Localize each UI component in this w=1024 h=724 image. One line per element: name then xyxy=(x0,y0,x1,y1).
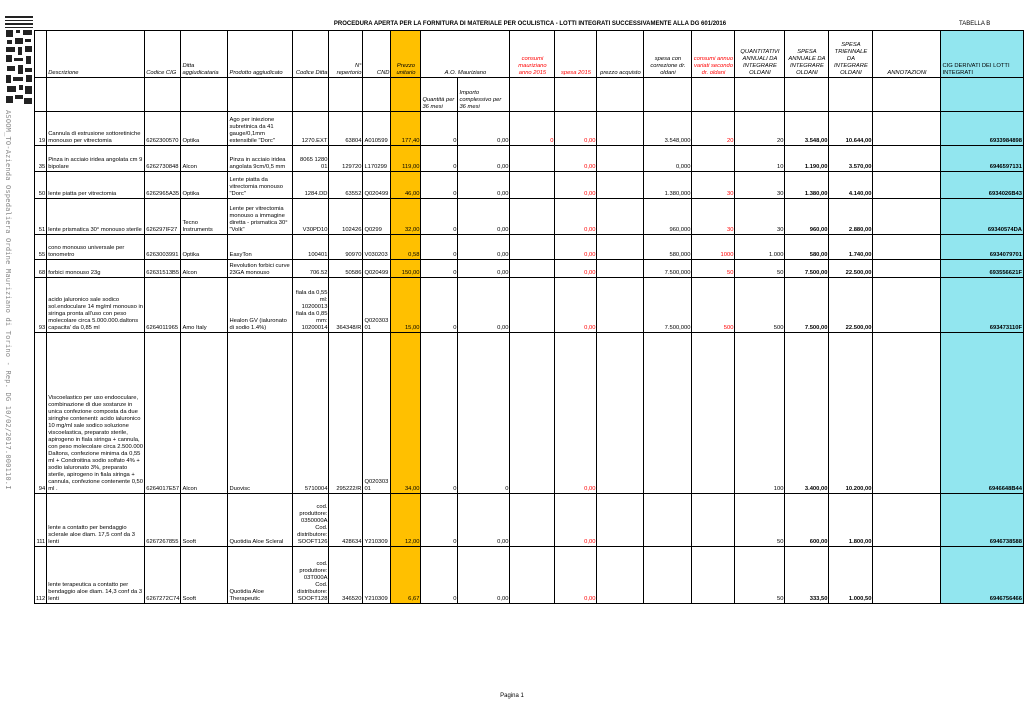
importo-cell: 0,00 xyxy=(458,278,510,333)
annotazioni-cell xyxy=(873,199,941,235)
ditta-cell: Tecno Instruments xyxy=(181,199,228,235)
quantita-cell: 0 xyxy=(421,260,458,278)
importo-cell: 0,00 xyxy=(458,172,510,199)
annotazioni-cell xyxy=(873,333,941,494)
ditta-cell: Alcon xyxy=(181,146,228,172)
prezzo-acquisto-cell xyxy=(597,172,644,199)
subheader-row xyxy=(35,78,1024,112)
annotazioni-cell xyxy=(873,172,941,199)
row-number: 35 xyxy=(35,146,47,172)
prezzo-acquisto-cell xyxy=(597,235,644,260)
codice-ditta-cell: 1284.DD xyxy=(293,172,329,199)
spesa-correzione-cell xyxy=(644,494,692,547)
spesa-annuale-cell: 1.380,00 xyxy=(785,172,829,199)
consumi-variati-cell xyxy=(692,547,735,604)
consumi-variati-cell: 50 xyxy=(692,260,735,278)
descrizione-cell: cono monouso universale per tonometro xyxy=(47,235,145,260)
consumi-cell xyxy=(510,235,555,260)
table-row xyxy=(35,333,1024,494)
cig-derivati-cell: 693473110F xyxy=(941,278,1024,333)
table-row xyxy=(35,494,1024,547)
cnd-cell: Q020303 01 xyxy=(363,278,391,333)
row-number: 111 xyxy=(35,494,47,547)
spesa-correzione-cell: 0,000 xyxy=(644,146,692,172)
importo-cell: 0,00 xyxy=(458,547,510,604)
spesa-annuale-cell: 7.500,00 xyxy=(785,260,829,278)
repertorio-cell: 129720 xyxy=(329,146,363,172)
table-row xyxy=(35,547,1024,604)
header-quantitativi: QUANTITATIVI ANNUALI DA INTEGRARE OLDANI xyxy=(735,31,785,78)
ditta-cell: Optika xyxy=(181,235,228,260)
header-prodotto: Prodotto aggiudicato xyxy=(228,31,293,78)
annotazioni-cell xyxy=(873,146,941,172)
spesa-correzione-cell: 580,000 xyxy=(644,235,692,260)
codice-cig-cell: 6262730848 xyxy=(145,146,181,172)
header-cig-derivati: CIG DERIVATI DEI LOTTI INTEGRATI xyxy=(941,31,1024,78)
prodotto-cell: EasyTon xyxy=(228,235,293,260)
importo-cell: 0,00 xyxy=(458,260,510,278)
quantitativi-cell: 30 xyxy=(735,199,785,235)
prezzo-cell: 46,00 xyxy=(391,172,421,199)
spesa-annuale-cell: 3.548,00 xyxy=(785,112,829,146)
spesa2015-cell: 0,00 xyxy=(555,278,597,333)
cig-derivati-cell: 6934079701 xyxy=(941,235,1024,260)
prezzo-acquisto-cell xyxy=(597,260,644,278)
prezzo-cell: 12,00 xyxy=(391,494,421,547)
quantitativi-cell: 30 xyxy=(735,172,785,199)
importo-cell: 0,00 xyxy=(458,494,510,547)
codice-cig-cell: 6267272C74 xyxy=(145,547,181,604)
annotazioni-cell xyxy=(873,494,941,547)
spesa2015-cell: 0,00 xyxy=(555,172,597,199)
codice-ditta-cell: 100401 xyxy=(293,235,329,260)
table-row xyxy=(35,278,1024,333)
repertorio-cell: 295222/R xyxy=(329,333,363,494)
quantitativi-cell: 50 xyxy=(735,260,785,278)
prezzo-acquisto-cell xyxy=(597,278,644,333)
consumi-variati-cell xyxy=(692,494,735,547)
importo-cell: 0,00 xyxy=(458,199,510,235)
cnd-cell: Q0299 xyxy=(363,199,391,235)
codice-ditta-cell: 1270.EXT xyxy=(293,112,329,146)
prodotto-cell: Revolution forbici curve 23GA monouso xyxy=(228,260,293,278)
prezzo-cell: 150,00 xyxy=(391,260,421,278)
codice-cig-cell: 6264011965 xyxy=(145,278,181,333)
quantita-cell: 0 xyxy=(421,333,458,494)
consumi-variati-cell: 1000 xyxy=(692,235,735,260)
header-codice-cig: Codice CIG xyxy=(145,31,181,78)
spesa2015-cell: 0,00 xyxy=(555,260,597,278)
cnd-cell: Y210309 xyxy=(363,494,391,547)
cnd-cell: Y210309 xyxy=(363,547,391,604)
header-ao: A.O. Mauriziano xyxy=(421,31,510,78)
row-number: 51 xyxy=(35,199,47,235)
quantita-cell: 0 xyxy=(421,146,458,172)
descrizione-cell: Cannula di estrusione sottoretiniche monouso per vitrectomia xyxy=(47,112,145,146)
prezzo-cell: 0,58 xyxy=(391,235,421,260)
codice-ditta-cell: cod. produttore: 03T000A Cod. distributore: SOOFT128 xyxy=(293,547,329,604)
header-repertorio: N° repertorio xyxy=(329,31,363,78)
descrizione-cell: Viscoelastico per uso endooculare, combinazione di due sostanze in unica confezione composta da due siringhe contenenti: acido ialuronico 10 mg/ml sale sodico soluzione viscoelastica, preparato sterile, apirogeno in fiala siringa + cannula, con peso molecolare circa 2.500.000 Daltons, confezione minima da 0,55 ml + Condroitina sodio solfato 4% + sodio ialuronato 3%, preparato sterile, apirogeno in fiala siringa + cannula, confezione contenente 0,50 ml . xyxy=(47,333,145,494)
spesa-annuale-cell: 600,00 xyxy=(785,494,829,547)
spesa-correzione-cell: 960,000 xyxy=(644,199,692,235)
quantita-cell: 0 xyxy=(421,235,458,260)
cig-derivati-cell: 6946738588 xyxy=(941,494,1024,547)
table-row xyxy=(35,172,1024,199)
repertorio-cell: 346520 xyxy=(329,547,363,604)
cig-derivati-cell: 6933984898 xyxy=(941,112,1024,146)
consumi-variati-cell: 500 xyxy=(692,278,735,333)
quantitativi-cell: 20 xyxy=(735,112,785,146)
consumi-variati-cell xyxy=(692,146,735,172)
prezzo-cell: 34,00 xyxy=(391,333,421,494)
codice-cig-cell: 6263003991 xyxy=(145,235,181,260)
header-consumi: consumi mauriziano anno 2015 xyxy=(510,31,555,78)
consumi-cell: 0 xyxy=(510,112,555,146)
descrizione-cell: lente piatta per vitrectomia xyxy=(47,172,145,199)
prezzo-cell: 32,00 xyxy=(391,199,421,235)
repertorio-cell: 102426 xyxy=(329,199,363,235)
repertorio-cell: 428634 xyxy=(329,494,363,547)
repertorio-cell: 63552 xyxy=(329,172,363,199)
table-label: TABELLA B xyxy=(959,21,991,27)
annotazioni-cell xyxy=(873,278,941,333)
header-codice-ditta: Codice Ditta xyxy=(293,31,329,78)
page-title: PROCEDURA APERTA PER LA FORNITURA DI MATERIALE PER OCULISTICA - LOTTI INTEGRATI SUCCESSIVAMENTE ALLA DG 601/2016 xyxy=(333,21,727,27)
spesa2015-cell: 0,00 xyxy=(555,494,597,547)
quantita-cell: 0 xyxy=(421,494,458,547)
importo-cell: 0 xyxy=(458,333,510,494)
quantitativi-cell: 10 xyxy=(735,146,785,172)
codice-cig-cell: 6267267855 xyxy=(145,494,181,547)
consumi-variati-cell: 30 xyxy=(692,199,735,235)
prodotto-cell: Quotidia Aloe Scleral xyxy=(228,494,293,547)
prezzo-cell: 15,00 xyxy=(391,278,421,333)
consumi-variati-cell: 30 xyxy=(692,172,735,199)
quantitativi-cell: 50 xyxy=(735,494,785,547)
cnd-cell: V030203 xyxy=(363,235,391,260)
ditta-cell: Alcon xyxy=(181,333,228,494)
consumi-cell xyxy=(510,333,555,494)
prezzo-acquisto-cell xyxy=(597,547,644,604)
quantita-cell: 0 xyxy=(421,112,458,146)
spesa-triennale-cell: 2.880,00 xyxy=(829,199,873,235)
spesa-correzione-cell: 7.500,000 xyxy=(644,278,692,333)
header-prezzo: Prezzo unitario xyxy=(391,31,421,78)
descrizione-cell: lente a contatto per bendaggio sclerale aloe diam. 17,5 conf da 3 lenti xyxy=(47,494,145,547)
codice-cig-cell: 6262965A35 xyxy=(145,172,181,199)
codice-ditta-cell: fiala da 0,55 ml: 10200013 fiala da 0,85 mm: 10200014 xyxy=(293,278,329,333)
header-ditta: Ditta aggiudicataria xyxy=(181,31,228,78)
prodotto-cell: Pinza in acciaio iridea angolata 9cm/0,5 mm xyxy=(228,146,293,172)
prodotto-cell: Duovisc xyxy=(228,333,293,494)
spesa-triennale-cell: 4.140,00 xyxy=(829,172,873,199)
spesa-correzione-cell xyxy=(644,547,692,604)
consumi-cell xyxy=(510,278,555,333)
quantita-cell: 0 xyxy=(421,547,458,604)
spesa-triennale-cell: 22.500,00 xyxy=(829,278,873,333)
consumi-cell xyxy=(510,199,555,235)
codice-ditta-cell: 8065 1280 01 xyxy=(293,146,329,172)
quantitativi-cell: 50 xyxy=(735,547,785,604)
barcode-stamp-icon xyxy=(4,14,34,108)
cig-derivati-cell: 6946597131 xyxy=(941,146,1024,172)
prodotto-cell: Quotidia Aloe Therapeutic xyxy=(228,547,293,604)
descrizione-cell: forbici monouso 23g xyxy=(47,260,145,278)
quantitativi-cell: 500 xyxy=(735,278,785,333)
spesa2015-cell: 0,00 xyxy=(555,547,597,604)
importo-cell: 0,00 xyxy=(458,112,510,146)
header-annotazioni: ANNOTAZIONI xyxy=(873,31,941,78)
header-consumi-variati: consumi annuo variati secondo dr. oldani xyxy=(692,31,735,78)
importo-cell: 0,00 xyxy=(458,146,510,172)
table-row xyxy=(35,146,1024,172)
spesa-triennale-cell: 1.740,00 xyxy=(829,235,873,260)
row-number: 68 xyxy=(35,260,47,278)
codice-ditta-cell: V30PD10 xyxy=(293,199,329,235)
importo-cell: 0,00 xyxy=(458,235,510,260)
spesa-triennale-cell: 10.200,00 xyxy=(829,333,873,494)
codice-cig-cell: 6264017E57 xyxy=(145,333,181,494)
codice-ditta-cell: cod. produttore: 0350000A Cod. distributore: SOOFT126 xyxy=(293,494,329,547)
annotazioni-cell xyxy=(873,260,941,278)
row-number: 112 xyxy=(35,547,47,604)
ditta-cell: Alcon xyxy=(181,260,228,278)
ditta-cell: Optika xyxy=(181,172,228,199)
header-importo36: Importo complessivo per 36 mesi xyxy=(458,78,510,112)
row-number: 93 xyxy=(35,278,47,333)
prezzo-cell: 177,40 xyxy=(391,112,421,146)
codice-ditta-cell: 5710004 xyxy=(293,333,329,494)
descrizione-cell: lente prismatica 30° monouso sterile xyxy=(47,199,145,235)
quantitativi-cell: 1.000 xyxy=(735,235,785,260)
row-number: 55 xyxy=(35,235,47,260)
header-spesa2015: spesa 2015 xyxy=(555,31,597,78)
cnd-cell: L170299 xyxy=(363,146,391,172)
spesa-annuale-cell: 580,00 xyxy=(785,235,829,260)
table-row xyxy=(35,199,1024,235)
protocol-side-text: ASOOM_TO-Azienda Ospedaliera Ordine Mauriziano di Torino - Rep. DG 10/02/2017.000110.I xyxy=(4,110,12,490)
data-table xyxy=(34,30,1024,604)
row-number: 94 xyxy=(35,333,47,494)
prezzo-acquisto-cell xyxy=(597,112,644,146)
cig-derivati-cell: 6934026B43 xyxy=(941,172,1024,199)
descrizione-cell: lente terapeutica a contatto per bendaggio aloe diam. 14,3 conf da 3 lenti xyxy=(47,547,145,604)
quantitativi-cell: 100 xyxy=(735,333,785,494)
row-number: 19 xyxy=(35,112,47,146)
spesa-annuale-cell: 3.400,00 xyxy=(785,333,829,494)
cnd-cell: Q020499 xyxy=(363,260,391,278)
prezzo-acquisto-cell xyxy=(597,146,644,172)
header-prezzo-acquisto: prezzo acquisto xyxy=(597,31,644,78)
consumi-cell xyxy=(510,172,555,199)
ditta-cell: Sooft xyxy=(181,547,228,604)
annotazioni-cell xyxy=(873,547,941,604)
prodotto-cell: Lente piatta da vitrectomia monouso "Dorc" xyxy=(228,172,293,199)
cig-derivati-cell: 693556621F xyxy=(941,260,1024,278)
table-row xyxy=(35,235,1024,260)
header-descrizione: Descrizione xyxy=(47,31,145,78)
spesa2015-cell: 0,00 xyxy=(555,333,597,494)
descrizione-cell: acido jaluronico sale sodico sol.endoculare 14 mg/ml monouso in siringa pronta all'uso con peso molecolare circa 5.000.000.daltons capacita' da 0,85 ml xyxy=(47,278,145,333)
prodotto-cell: Ago per iniezione subretinica da 41 gauge/0,1mm estensibile "Dorc" xyxy=(228,112,293,146)
spesa2015-cell: 0,00 xyxy=(555,235,597,260)
codice-cig-cell: 626297IF27 xyxy=(145,199,181,235)
repertorio-cell: 50586 xyxy=(329,260,363,278)
consumi-cell xyxy=(510,260,555,278)
quantita-cell: 0 xyxy=(421,199,458,235)
descrizione-cell: Pinza in acciaio iridea angolata cm 9 bipolare xyxy=(47,146,145,172)
quantita-cell: 0 xyxy=(421,278,458,333)
row-number: 50 xyxy=(35,172,47,199)
codice-cig-cell: 62631513B5 xyxy=(145,260,181,278)
page-footer: Pagina 1 xyxy=(500,693,524,699)
spesa-annuale-cell: 333,50 xyxy=(785,547,829,604)
spesa-correzione-cell: 3.548,000 xyxy=(644,112,692,146)
spesa-annuale-cell: 7.500,00 xyxy=(785,278,829,333)
spesa-correzione-cell: 7.500,000 xyxy=(644,260,692,278)
spesa-triennale-cell: 3.570,00 xyxy=(829,146,873,172)
spesa-annuale-cell: 960,00 xyxy=(785,199,829,235)
spesa-annuale-cell: 1.190,00 xyxy=(785,146,829,172)
spesa2015-cell: 0,00 xyxy=(555,146,597,172)
annotazioni-cell xyxy=(873,112,941,146)
prezzo-acquisto-cell xyxy=(597,333,644,494)
header-cnd: CND xyxy=(363,31,391,78)
ditta-cell: Optika xyxy=(181,112,228,146)
spesa-triennale-cell: 22.500,00 xyxy=(829,260,873,278)
header-quantita36: Quantità per 36 mesi xyxy=(421,78,458,112)
cig-derivati-cell: 69340574DA xyxy=(941,199,1024,235)
spesa-correzione-cell: 1.380,000 xyxy=(644,172,692,199)
repertorio-cell: 364348/R xyxy=(329,278,363,333)
prezzo-acquisto-cell xyxy=(597,494,644,547)
consumi-cell xyxy=(510,494,555,547)
consumi-variati-cell xyxy=(692,333,735,494)
spesa-correzione-cell xyxy=(644,333,692,494)
repertorio-cell: 63804 xyxy=(329,112,363,146)
table-row xyxy=(35,260,1024,278)
cnd-cell: Q020499 xyxy=(363,172,391,199)
quantita-cell: 0 xyxy=(421,172,458,199)
header-row xyxy=(35,31,1024,78)
cig-derivati-cell: 6946756466 xyxy=(941,547,1024,604)
spesa2015-cell: 0,00 xyxy=(555,199,597,235)
spesa-triennale-cell: 10.644,00 xyxy=(829,112,873,146)
cnd-cell: Q020303 01 xyxy=(363,333,391,494)
spesa-triennale-cell: 1.000,50 xyxy=(829,547,873,604)
prezzo-acquisto-cell xyxy=(597,199,644,235)
codice-ditta-cell: 706.52 xyxy=(293,260,329,278)
prezzo-cell: 6,67 xyxy=(391,547,421,604)
ditta-cell: Sooft xyxy=(181,494,228,547)
prezzo-cell: 119,00 xyxy=(391,146,421,172)
header-spesa-triennale: SPESA TRIENNALE DA INTEGRARE OLDANI xyxy=(829,31,873,78)
annotazioni-cell xyxy=(873,235,941,260)
consumi-cell xyxy=(510,547,555,604)
header-spesa-correzione: spesa con correzione dr. oldani xyxy=(644,31,692,78)
cnd-cell: A010599 xyxy=(363,112,391,146)
repertorio-cell: 90970 xyxy=(329,235,363,260)
spesa-triennale-cell: 1.800,00 xyxy=(829,494,873,547)
ditta-cell: Amo Italy xyxy=(181,278,228,333)
table-row xyxy=(35,112,1024,146)
prodotto-cell: Healon GV (ialuronato di sodio 1.4%) xyxy=(228,278,293,333)
prodotto-cell: Lente per vitrectomia monouso a immagine diretta - prismatica 30° "Volk" xyxy=(228,199,293,235)
spesa2015-cell: 0,00 xyxy=(555,112,597,146)
consumi-cell xyxy=(510,146,555,172)
cig-derivati-cell: 6946648B44 xyxy=(941,333,1024,494)
codice-cig-cell: 6262300570 xyxy=(145,112,181,146)
consumi-variati-cell: 20 xyxy=(692,112,735,146)
header-spesa-annuale: SPESA ANNUALE DA INTEGRARE OLDANI xyxy=(785,31,829,78)
